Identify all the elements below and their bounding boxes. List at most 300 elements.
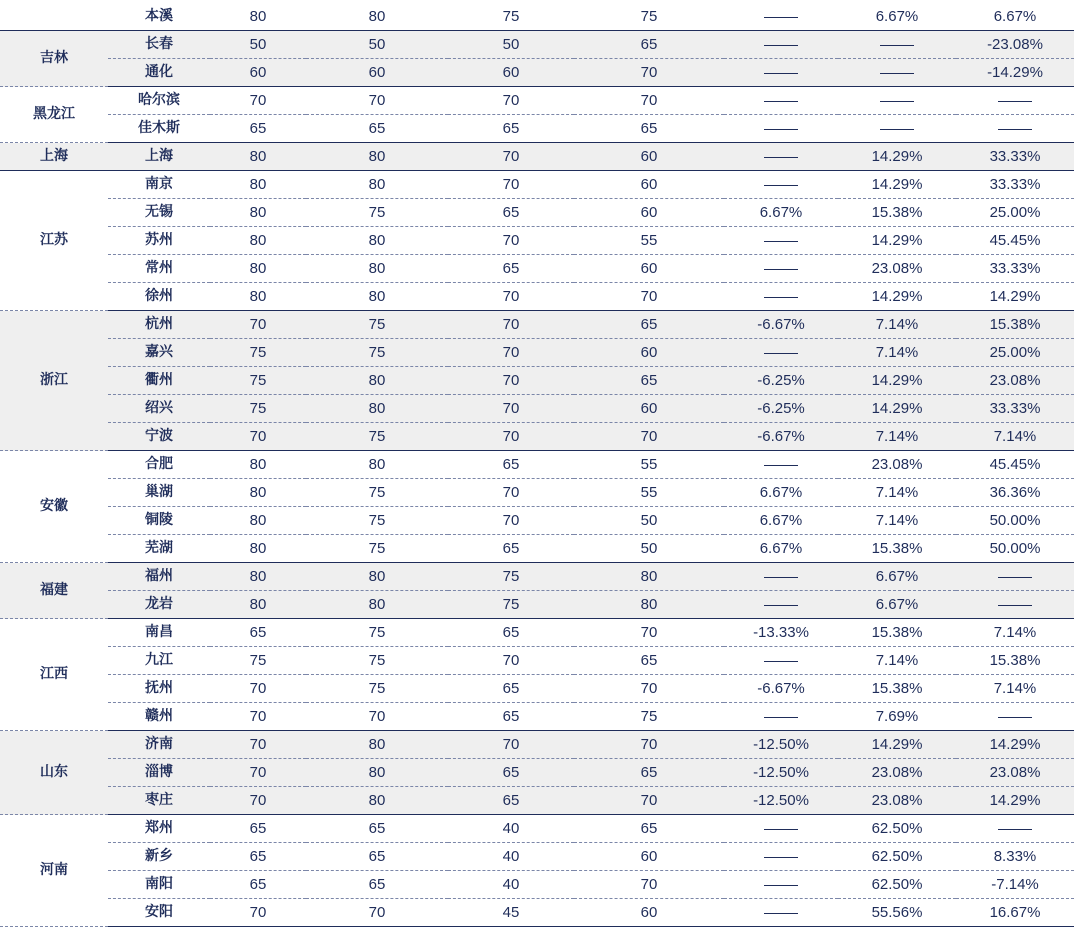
no-data-dash xyxy=(764,913,798,914)
value-cell xyxy=(838,59,956,87)
value-cell: 65 xyxy=(210,815,306,843)
value-cell: 65 xyxy=(210,115,306,143)
value-cell: 65 xyxy=(448,199,574,227)
value-cell: 75 xyxy=(306,479,448,507)
value-cell: -6.67% xyxy=(724,675,838,703)
value-cell xyxy=(724,339,838,367)
city-cell: 赣州 xyxy=(108,703,210,731)
table-row xyxy=(0,675,1074,703)
value-cell: 70 xyxy=(574,731,724,759)
city-cell: 郑州 xyxy=(108,815,210,843)
value-cell: 80 xyxy=(210,507,306,535)
city-cell: 长春 xyxy=(108,31,210,59)
value-cell: 7.69% xyxy=(838,703,956,731)
value-cell: 6.67% xyxy=(956,3,1074,31)
value-cell: 80 xyxy=(306,227,448,255)
value-cell: 14.29% xyxy=(838,395,956,423)
value-cell: 7.14% xyxy=(838,507,956,535)
table-row xyxy=(0,591,1074,619)
value-cell: 70 xyxy=(574,283,724,311)
value-cell xyxy=(724,451,838,479)
value-cell: 6.67% xyxy=(724,479,838,507)
table-body xyxy=(0,3,1074,927)
value-cell: 70 xyxy=(448,171,574,199)
city-cell: 济南 xyxy=(108,731,210,759)
province-cell: 河南 xyxy=(0,815,108,927)
value-cell: 65 xyxy=(306,871,448,899)
value-cell: 80 xyxy=(574,591,724,619)
table-row xyxy=(0,759,1074,787)
value-cell: 80 xyxy=(306,367,448,395)
value-cell: 65 xyxy=(210,619,306,647)
value-cell: 80 xyxy=(210,227,306,255)
value-cell: -6.25% xyxy=(724,395,838,423)
no-data-dash xyxy=(764,241,798,242)
value-cell: 60 xyxy=(210,59,306,87)
value-cell xyxy=(724,283,838,311)
province-cell xyxy=(0,3,108,31)
value-cell: 75 xyxy=(306,199,448,227)
value-cell: 75 xyxy=(306,507,448,535)
value-cell: 70 xyxy=(210,703,306,731)
province-cell: 黑龙江 xyxy=(0,87,108,143)
value-cell xyxy=(724,815,838,843)
value-cell: 65 xyxy=(448,255,574,283)
no-data-dash xyxy=(764,297,798,298)
table-row xyxy=(0,535,1074,563)
value-cell: 65 xyxy=(448,703,574,731)
value-cell: 65 xyxy=(448,759,574,787)
no-data-dash xyxy=(764,157,798,158)
no-data-dash xyxy=(764,885,798,886)
value-cell: 75 xyxy=(306,311,448,339)
table-row xyxy=(0,871,1074,899)
value-cell: 14.29% xyxy=(838,171,956,199)
value-cell: 50 xyxy=(306,31,448,59)
no-data-dash xyxy=(764,185,798,186)
table-row xyxy=(0,59,1074,87)
value-cell: 75 xyxy=(448,3,574,31)
value-cell xyxy=(838,31,956,59)
city-cell: 徐州 xyxy=(108,283,210,311)
value-cell: 7.14% xyxy=(956,423,1074,451)
value-cell: 33.33% xyxy=(956,171,1074,199)
value-cell: 70 xyxy=(210,731,306,759)
table-row xyxy=(0,507,1074,535)
no-data-dash xyxy=(764,45,798,46)
value-cell: 80 xyxy=(210,3,306,31)
province-cell: 江苏 xyxy=(0,171,108,311)
value-cell: 14.29% xyxy=(956,283,1074,311)
value-cell: 25.00% xyxy=(956,199,1074,227)
value-cell: 80 xyxy=(210,591,306,619)
value-cell: 75 xyxy=(210,339,306,367)
value-cell: 70 xyxy=(574,675,724,703)
value-cell: 7.14% xyxy=(838,647,956,675)
city-cell: 抚州 xyxy=(108,675,210,703)
value-cell: -6.25% xyxy=(724,367,838,395)
value-cell: 7.14% xyxy=(838,479,956,507)
value-cell: 40 xyxy=(448,843,574,871)
value-cell: 6.67% xyxy=(724,507,838,535)
value-cell: 70 xyxy=(210,899,306,927)
value-cell: 80 xyxy=(306,563,448,591)
value-cell: -13.33% xyxy=(724,619,838,647)
value-cell: 70 xyxy=(448,339,574,367)
value-cell: 80 xyxy=(306,143,448,171)
value-cell: 15.38% xyxy=(956,647,1074,675)
value-cell: 40 xyxy=(448,871,574,899)
table-row xyxy=(0,31,1074,59)
value-cell: 55 xyxy=(574,479,724,507)
city-cell: 南昌 xyxy=(108,619,210,647)
city-cell: 芜湖 xyxy=(108,535,210,563)
value-cell: 70 xyxy=(210,759,306,787)
value-cell: 65 xyxy=(574,115,724,143)
value-cell: -6.67% xyxy=(724,423,838,451)
value-cell xyxy=(724,871,838,899)
value-cell: 55 xyxy=(574,227,724,255)
value-cell: 23.08% xyxy=(838,759,956,787)
value-cell: 80 xyxy=(210,143,306,171)
value-cell: 80 xyxy=(210,199,306,227)
value-cell xyxy=(838,115,956,143)
value-cell xyxy=(956,115,1074,143)
value-cell: 60 xyxy=(574,843,724,871)
city-cell: 杭州 xyxy=(108,311,210,339)
value-cell xyxy=(956,591,1074,619)
value-cell: 45.45% xyxy=(956,227,1074,255)
value-cell: 62.50% xyxy=(838,815,956,843)
value-cell: 60 xyxy=(574,255,724,283)
value-cell: 80 xyxy=(210,283,306,311)
table-row xyxy=(0,171,1074,199)
value-cell: 60 xyxy=(574,339,724,367)
table-row xyxy=(0,255,1074,283)
value-cell: 80 xyxy=(210,171,306,199)
table-row xyxy=(0,283,1074,311)
value-cell: 33.33% xyxy=(956,395,1074,423)
value-cell: 60 xyxy=(574,171,724,199)
table-row xyxy=(0,143,1074,171)
province-cell: 江西 xyxy=(0,619,108,731)
value-cell: 45.45% xyxy=(956,451,1074,479)
value-cell: 70 xyxy=(448,227,574,255)
city-cell: 合肥 xyxy=(108,451,210,479)
value-cell: 75 xyxy=(306,423,448,451)
table-row xyxy=(0,479,1074,507)
no-data-dash xyxy=(998,605,1032,606)
value-cell: 70 xyxy=(448,731,574,759)
value-cell: 75 xyxy=(306,619,448,647)
no-data-dash xyxy=(764,129,798,130)
value-cell: 80 xyxy=(306,451,448,479)
value-cell xyxy=(724,3,838,31)
value-cell: 25.00% xyxy=(956,339,1074,367)
value-cell: 23.08% xyxy=(838,255,956,283)
value-cell: 8.33% xyxy=(956,843,1074,871)
value-cell: 70 xyxy=(574,871,724,899)
no-data-dash xyxy=(998,101,1032,102)
no-data-dash xyxy=(764,101,798,102)
value-cell: 45 xyxy=(448,899,574,927)
table-row xyxy=(0,311,1074,339)
value-cell xyxy=(724,87,838,115)
city-cell: 枣庄 xyxy=(108,787,210,815)
value-cell: 70 xyxy=(448,479,574,507)
city-cell: 通化 xyxy=(108,59,210,87)
value-cell: 55 xyxy=(574,451,724,479)
value-cell: 23.08% xyxy=(838,451,956,479)
value-cell: -12.50% xyxy=(724,731,838,759)
no-data-dash xyxy=(764,661,798,662)
no-data-dash xyxy=(764,577,798,578)
price-table xyxy=(0,3,1074,927)
province-cell: 上海 xyxy=(0,143,108,171)
value-cell: 75 xyxy=(448,563,574,591)
value-cell: -6.67% xyxy=(724,311,838,339)
value-cell: 80 xyxy=(306,731,448,759)
value-cell: 75 xyxy=(306,535,448,563)
city-cell: 福州 xyxy=(108,563,210,591)
value-cell: 70 xyxy=(574,59,724,87)
value-cell: 50 xyxy=(574,535,724,563)
table-row xyxy=(0,423,1074,451)
value-cell xyxy=(724,843,838,871)
city-cell: 本溪 xyxy=(108,3,210,31)
value-cell: 80 xyxy=(306,283,448,311)
value-cell: 23.08% xyxy=(838,787,956,815)
value-cell: 65 xyxy=(210,843,306,871)
value-cell: 65 xyxy=(574,311,724,339)
value-cell xyxy=(724,171,838,199)
value-cell: 15.38% xyxy=(838,535,956,563)
value-cell: 6.67% xyxy=(724,535,838,563)
no-data-dash xyxy=(764,717,798,718)
province-cell: 安徽 xyxy=(0,451,108,563)
value-cell: 65 xyxy=(306,843,448,871)
value-cell xyxy=(724,227,838,255)
table-row xyxy=(0,367,1074,395)
no-data-dash xyxy=(764,269,798,270)
no-data-dash xyxy=(764,829,798,830)
value-cell: 6.67% xyxy=(838,3,956,31)
value-cell: 80 xyxy=(306,3,448,31)
value-cell: 65 xyxy=(448,675,574,703)
value-cell: 65 xyxy=(448,619,574,647)
table-row xyxy=(0,395,1074,423)
city-cell: 无锡 xyxy=(108,199,210,227)
city-cell: 常州 xyxy=(108,255,210,283)
city-cell: 安阳 xyxy=(108,899,210,927)
value-cell: 14.29% xyxy=(838,227,956,255)
value-cell: 70 xyxy=(574,787,724,815)
value-cell: 40 xyxy=(448,815,574,843)
province-cell: 山东 xyxy=(0,731,108,815)
value-cell: 60 xyxy=(574,395,724,423)
value-cell: 75 xyxy=(448,591,574,619)
value-cell: 60 xyxy=(448,59,574,87)
city-cell: 上海 xyxy=(108,143,210,171)
value-cell: -7.14% xyxy=(956,871,1074,899)
value-cell xyxy=(724,115,838,143)
value-cell: 80 xyxy=(210,255,306,283)
no-data-dash xyxy=(764,17,798,18)
value-cell: 65 xyxy=(448,451,574,479)
value-cell: 14.29% xyxy=(956,731,1074,759)
value-cell: 70 xyxy=(210,423,306,451)
value-cell xyxy=(956,87,1074,115)
value-cell: 80 xyxy=(306,255,448,283)
value-cell: 75 xyxy=(306,339,448,367)
table-row xyxy=(0,899,1074,927)
city-cell: 淄博 xyxy=(108,759,210,787)
city-cell: 巢湖 xyxy=(108,479,210,507)
value-cell: 7.14% xyxy=(956,675,1074,703)
value-cell: 6.67% xyxy=(838,591,956,619)
table-row xyxy=(0,787,1074,815)
value-cell: 36.36% xyxy=(956,479,1074,507)
city-cell: 衢州 xyxy=(108,367,210,395)
value-cell: 70 xyxy=(448,143,574,171)
value-cell: -12.50% xyxy=(724,787,838,815)
table-row xyxy=(0,563,1074,591)
value-cell: 50.00% xyxy=(956,535,1074,563)
province-cell: 吉林 xyxy=(0,31,108,87)
value-cell xyxy=(724,703,838,731)
value-cell: 75 xyxy=(574,703,724,731)
value-cell: 33.33% xyxy=(956,143,1074,171)
value-cell: 65 xyxy=(210,871,306,899)
table-row xyxy=(0,731,1074,759)
table-row xyxy=(0,619,1074,647)
value-cell: -23.08% xyxy=(956,31,1074,59)
table-row xyxy=(0,647,1074,675)
table-row xyxy=(0,843,1074,871)
value-cell: 70 xyxy=(210,787,306,815)
city-cell: 龙岩 xyxy=(108,591,210,619)
no-data-dash xyxy=(880,73,914,74)
value-cell: 80 xyxy=(306,171,448,199)
no-data-dash xyxy=(880,129,914,130)
value-cell: 14.29% xyxy=(838,367,956,395)
value-cell: 7.14% xyxy=(838,423,956,451)
value-cell: 50.00% xyxy=(956,507,1074,535)
value-cell: 80 xyxy=(574,563,724,591)
value-cell xyxy=(956,815,1074,843)
value-cell xyxy=(724,255,838,283)
value-cell: 70 xyxy=(448,507,574,535)
value-cell: 65 xyxy=(306,815,448,843)
table-row xyxy=(0,227,1074,255)
city-cell: 铜陵 xyxy=(108,507,210,535)
value-cell: 70 xyxy=(574,619,724,647)
value-cell xyxy=(724,563,838,591)
value-cell: 80 xyxy=(306,395,448,423)
value-cell xyxy=(724,591,838,619)
value-cell: 70 xyxy=(210,311,306,339)
value-cell: 16.67% xyxy=(956,899,1074,927)
value-cell: 65 xyxy=(574,647,724,675)
value-cell: 14.29% xyxy=(838,143,956,171)
value-cell: 6.67% xyxy=(838,563,956,591)
table-row xyxy=(0,3,1074,31)
value-cell: 80 xyxy=(210,535,306,563)
table-row xyxy=(0,703,1074,731)
value-cell: 75 xyxy=(306,675,448,703)
no-data-dash xyxy=(880,101,914,102)
value-cell xyxy=(956,563,1074,591)
value-cell: 70 xyxy=(210,87,306,115)
value-cell: 75 xyxy=(210,395,306,423)
value-cell: 15.38% xyxy=(838,619,956,647)
value-cell: 6.67% xyxy=(724,199,838,227)
province-cell: 浙江 xyxy=(0,311,108,451)
value-cell: 60 xyxy=(574,899,724,927)
value-cell: 70 xyxy=(574,423,724,451)
city-cell: 南京 xyxy=(108,171,210,199)
value-cell: -12.50% xyxy=(724,759,838,787)
value-cell: 14.29% xyxy=(956,787,1074,815)
value-cell xyxy=(724,143,838,171)
value-cell: 70 xyxy=(448,283,574,311)
value-cell: 70 xyxy=(448,367,574,395)
no-data-dash xyxy=(880,45,914,46)
value-cell: 7.14% xyxy=(956,619,1074,647)
value-cell: 55.56% xyxy=(838,899,956,927)
city-cell: 哈尔滨 xyxy=(108,87,210,115)
value-cell: 75 xyxy=(210,367,306,395)
value-cell: 80 xyxy=(306,787,448,815)
value-cell: 7.14% xyxy=(838,311,956,339)
value-cell: 80 xyxy=(210,479,306,507)
province-cell: 福建 xyxy=(0,563,108,619)
value-cell: 65 xyxy=(574,815,724,843)
table-row xyxy=(0,199,1074,227)
value-cell: 60 xyxy=(574,143,724,171)
value-cell: 75 xyxy=(574,3,724,31)
value-cell: 65 xyxy=(574,759,724,787)
value-cell: 70 xyxy=(448,311,574,339)
no-data-dash xyxy=(998,129,1032,130)
value-cell: 60 xyxy=(574,199,724,227)
city-cell: 九江 xyxy=(108,647,210,675)
value-cell: 15.38% xyxy=(838,199,956,227)
city-cell: 苏州 xyxy=(108,227,210,255)
no-data-dash xyxy=(764,857,798,858)
value-cell: 70 xyxy=(448,395,574,423)
table-row xyxy=(0,115,1074,143)
value-cell: 70 xyxy=(448,423,574,451)
value-cell xyxy=(724,647,838,675)
value-cell: 80 xyxy=(306,591,448,619)
value-cell: 80 xyxy=(210,563,306,591)
value-cell: 15.38% xyxy=(838,675,956,703)
table-row xyxy=(0,87,1074,115)
value-cell: 70 xyxy=(574,87,724,115)
value-cell: 60 xyxy=(306,59,448,87)
value-cell: 62.50% xyxy=(838,843,956,871)
no-data-dash xyxy=(764,605,798,606)
value-cell xyxy=(956,703,1074,731)
table-row xyxy=(0,451,1074,479)
value-cell: -14.29% xyxy=(956,59,1074,87)
no-data-dash xyxy=(998,829,1032,830)
value-cell: 70 xyxy=(306,703,448,731)
city-cell: 嘉兴 xyxy=(108,339,210,367)
value-cell xyxy=(724,59,838,87)
value-cell: 80 xyxy=(306,759,448,787)
